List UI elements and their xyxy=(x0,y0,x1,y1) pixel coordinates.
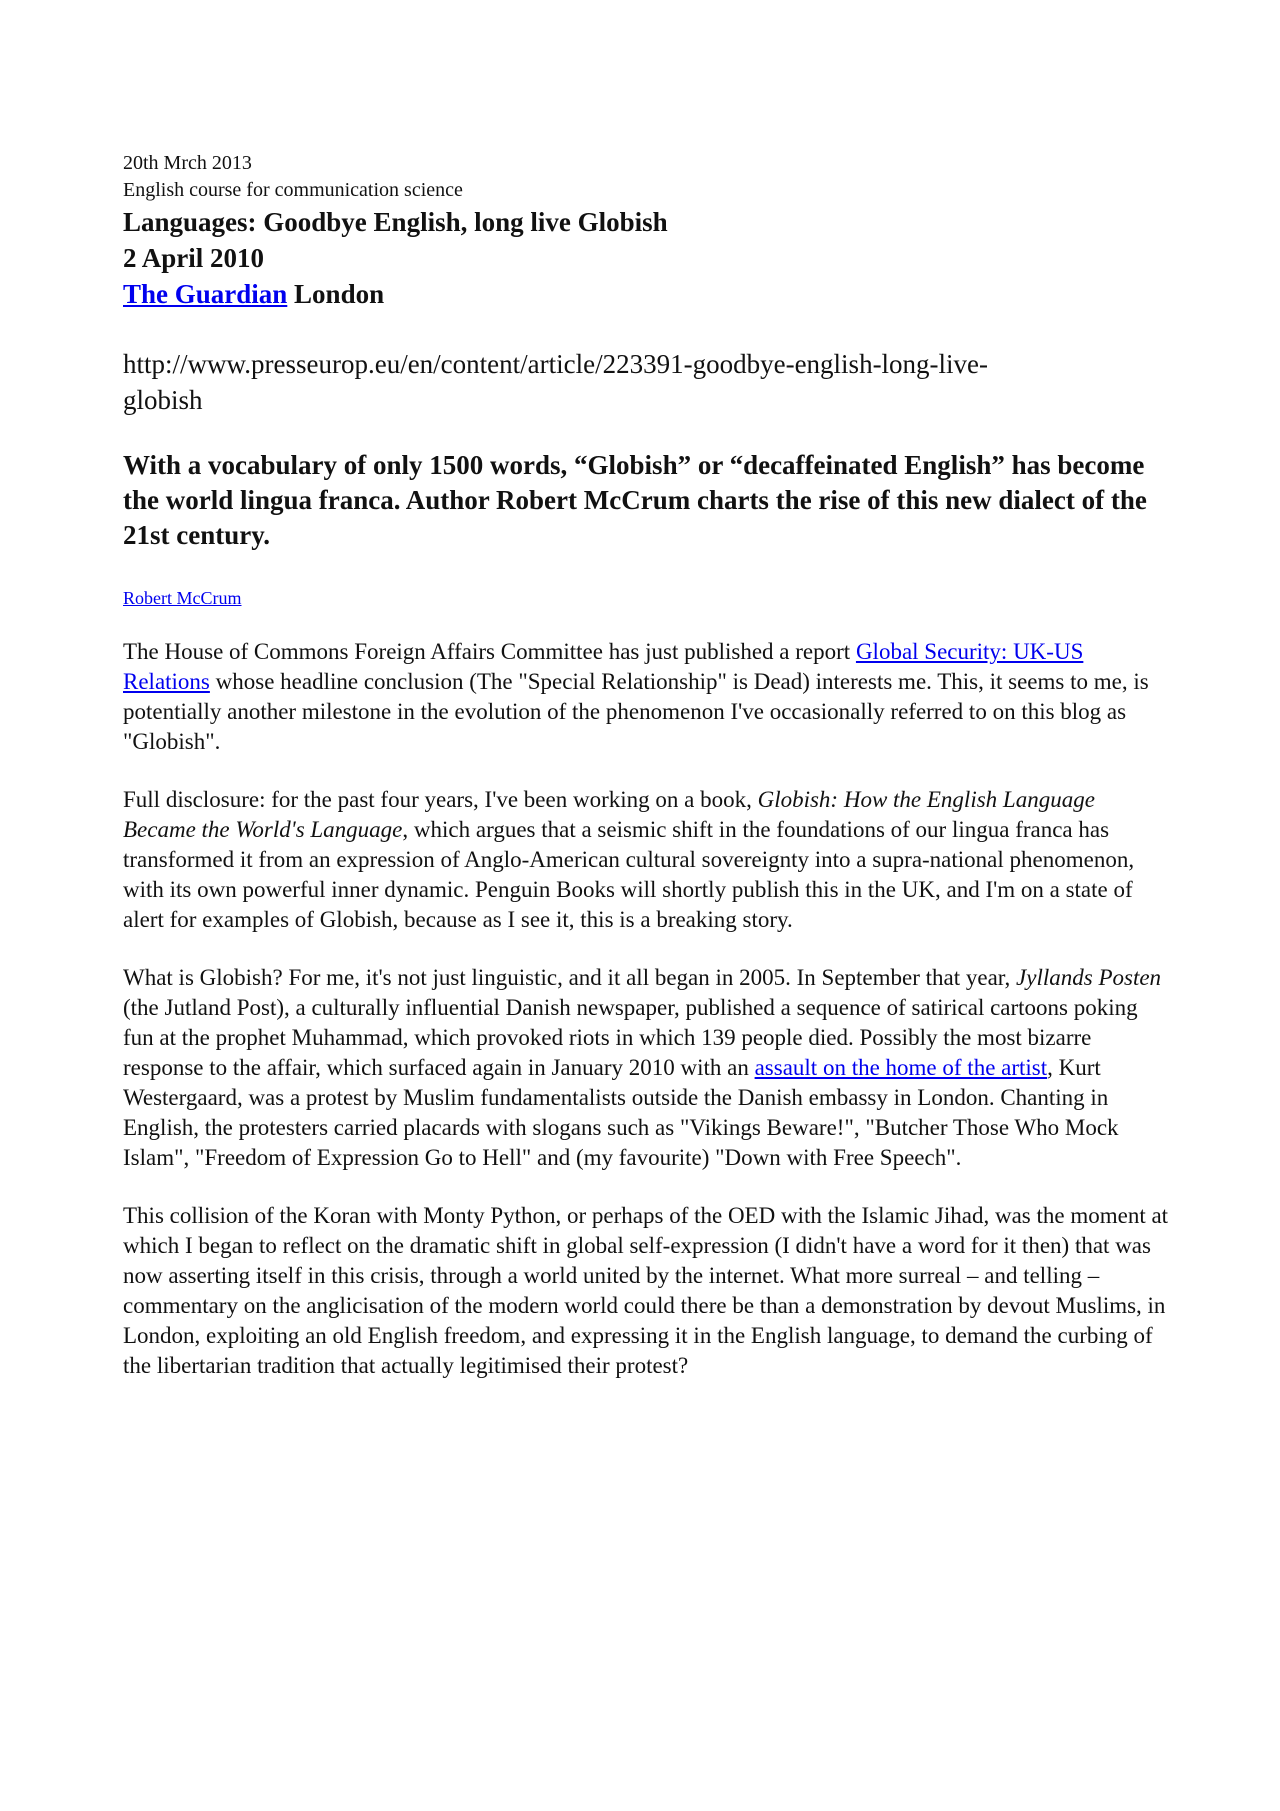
p2-text-a: Full disclosure: for the past four years, I've been working on a book, xyxy=(123,787,758,812)
article-url xyxy=(123,346,1173,418)
p2-text-b: , which argues that a seismic shift in the foundations of our lingua franca has transformed it from an expression of Anglo-American cultural sovereignty into a supra-national phenomenon, with its own powerful inner dynamic. Penguin Books will shortly publish this in the UK, and I'm on a state of alert for examples of Globish, because as I see it, this is a breaking story. xyxy=(123,817,1135,932)
doc-date: 20th Mrch 2013 xyxy=(123,152,252,174)
course-name: English course for communication science xyxy=(123,179,463,201)
guardian-link[interactable]: The Guardian xyxy=(123,279,288,309)
book-title: Globish: How the English Language Became the World's Language xyxy=(123,787,1095,842)
newspaper-name: Jyllands Posten xyxy=(1016,965,1162,990)
p3-text-b: (the Jutland Post), a culturally influential Danish newspaper, published a sequence of satirical cartoons poking fun at the prophet Muhammad, which provoked riots in which 139 people died. Possibly the most bizarre response to the affair, which surfaced again in January 2010 with an xyxy=(123,995,1138,1080)
article-lede: With a vocabulary of only 1500 words, “Globish” or “decaffeinated English” has become the world lingua franca. Author Robert McCrum charts the rise of this new dialect of the 21st century. xyxy=(123,450,1147,550)
p3-text-a: What is Globish? For me, it's not just linguistic, and it all began in 2005. In September that year, xyxy=(123,965,1017,990)
source-city: London xyxy=(287,279,385,309)
paragraph-1 xyxy=(123,637,1173,757)
paragraph-2 xyxy=(123,785,1173,935)
author-line xyxy=(123,587,1173,609)
p1-text-a: The House of Commons Foreign Affairs Committee has just published a report xyxy=(123,639,856,664)
author-link[interactable]: Robert McCrum xyxy=(123,588,242,608)
paragraph-3 xyxy=(123,963,1173,1173)
paragraph-4: This collision of the Koran with Monty Python, or perhaps of the OED with the Islamic Jihad, was the moment at which I began to reflect on the dramatic shift in global self-expression (I didn't have a word for it then) that was now asserting itself in this crisis, through a world united by the internet. What more surreal – and telling – commentary on the anglicisation of the modern world could there be than a demonstration by devout Muslims, in London, exploiting an old English freedom, and expressing it in the English language, to demand the curbing of the libertarian tradition that actually legitimised their protest? xyxy=(123,1203,1169,1378)
p3-text-c: , Kurt Westergaard, was a protest by Muslim fundamentalists outside the Danish embassy in London. Chanting in English, the protesters carried placards with slogans such as "Vikings Beware!", "Butcher Those Who Mock Islam", "Freedom of Expression Go to Hell" and (my favourite) "Down with Free Speech". xyxy=(123,1055,1119,1170)
document-page xyxy=(123,150,1173,1381)
report-link[interactable]: Global Security: UK-US Relations xyxy=(123,639,1084,694)
article-title: Languages: Goodbye English, long live Globish xyxy=(123,207,668,237)
url-line-2: globish xyxy=(123,385,203,415)
assault-link[interactable]: assault on the home of the artist xyxy=(754,1055,1048,1080)
source-line xyxy=(123,276,1173,312)
p1-text-b: whose headline conclusion (The "Special Relationship" is Dead) interests me. This, it seems to me, is potentially another milestone in the evolution of the phenomenon I've occasionally referred to on this blog as "Globish". xyxy=(123,669,1149,754)
url-line-1: http://www.presseurop.eu/en/content/article/223391-goodbye-english-long-live- xyxy=(123,349,989,379)
publication-date: 2 April 2010 xyxy=(123,243,265,273)
